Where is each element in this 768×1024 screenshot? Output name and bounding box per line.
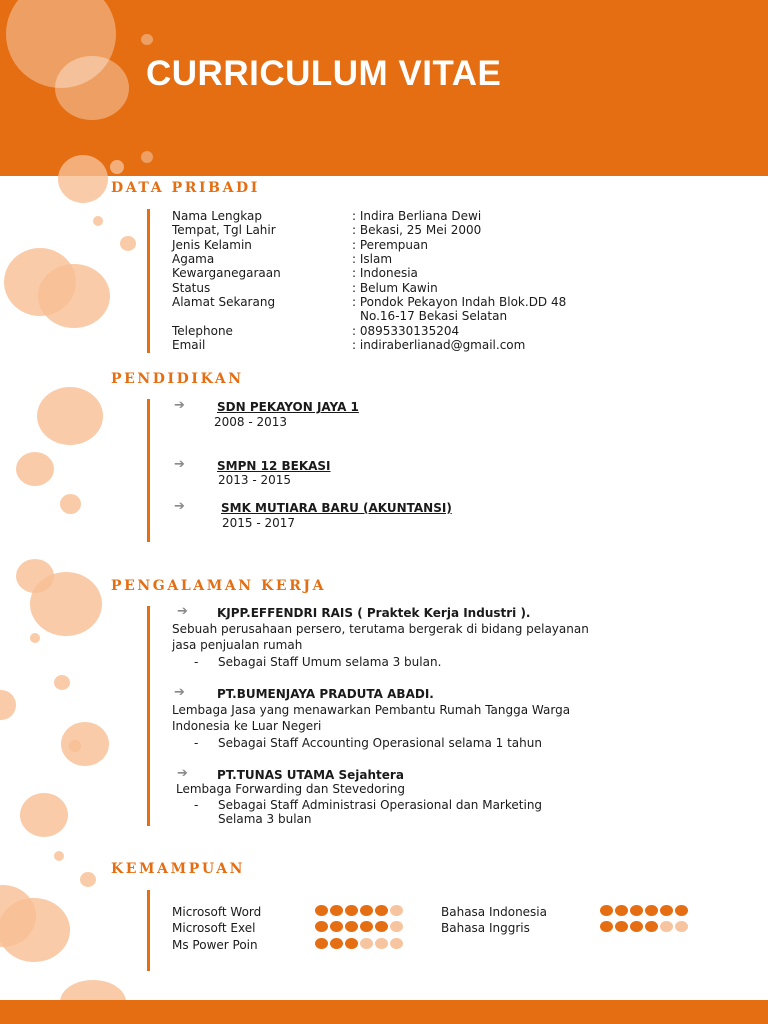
rating-dot-filled bbox=[660, 905, 673, 916]
role-bullet: - bbox=[194, 655, 199, 669]
decorative-bubble bbox=[38, 264, 110, 328]
company-name: KJPP.EFFENDRI RAIS ( Praktek Kerja Industri ). bbox=[217, 606, 531, 620]
arrow-right-icon: ➔ bbox=[174, 457, 185, 472]
value-alamat-line-2: No.16-17 Bekasi Selatan bbox=[360, 309, 508, 323]
company-description: Sebuah perusahaan persero, terutama bergerak di bidang pelayanan bbox=[172, 622, 589, 636]
rating-dot-filled bbox=[345, 938, 358, 949]
rating-dot-filled bbox=[375, 921, 388, 932]
skill-name: Microsoft Exel bbox=[172, 921, 256, 935]
section-divider-line bbox=[147, 890, 150, 971]
skill-name: Bahasa Indonesia bbox=[441, 905, 547, 919]
decorative-bubble bbox=[80, 872, 96, 887]
company-name: PT.TUNAS UTAMA Sejahtera bbox=[217, 768, 404, 782]
decorative-bubble bbox=[0, 898, 70, 962]
decorative-bubble bbox=[141, 151, 153, 163]
rating-dot-filled bbox=[375, 905, 388, 916]
decorative-bubble bbox=[16, 452, 54, 486]
arrow-right-icon: ➔ bbox=[177, 604, 188, 619]
skill-rating bbox=[600, 921, 688, 932]
arrow-right-icon: ➔ bbox=[177, 766, 188, 781]
label-email: Email bbox=[172, 338, 206, 352]
school-years: 2008 - 2013 bbox=[214, 415, 288, 429]
school-name: SDN PEKAYON JAYA 1 bbox=[217, 400, 359, 414]
rating-dot-filled bbox=[330, 905, 343, 916]
rating-dot-filled bbox=[675, 905, 688, 916]
school-years: 2013 - 2015 bbox=[218, 473, 292, 487]
rating-dot-filled bbox=[630, 921, 643, 932]
skill-rating bbox=[315, 905, 403, 916]
value-kewarganegaraan: : Indonesia bbox=[352, 266, 418, 280]
rating-dot-filled bbox=[360, 905, 373, 916]
arrow-right-icon: ➔ bbox=[174, 398, 185, 413]
value-status: : Belum Kawin bbox=[352, 281, 438, 295]
rating-dot-filled bbox=[330, 938, 343, 949]
rating-dot-filled bbox=[630, 905, 643, 916]
company-name: PT.BUMENJAYA PRADUTA ABADI. bbox=[217, 687, 434, 701]
value-nama-lengkap: : Indira Berliana Dewi bbox=[352, 209, 482, 223]
label-agama: Agama bbox=[172, 252, 215, 266]
company-description: Lembaga Forwarding dan Stevedoring bbox=[176, 782, 405, 796]
decorative-bubble bbox=[141, 34, 153, 45]
label-status: Status bbox=[172, 281, 211, 295]
skill-rating bbox=[600, 905, 688, 916]
label-tempat-tgl-lahir: Tempat, Tgl Lahir bbox=[172, 223, 276, 237]
decorative-bubble bbox=[120, 236, 136, 251]
decorative-bubble bbox=[60, 494, 81, 514]
company-description: Lembaga Jasa yang menawarkan Pembantu Rumah Tangga Warga bbox=[172, 703, 571, 717]
skill-name: Bahasa Inggris bbox=[441, 921, 530, 935]
section-divider-line bbox=[147, 209, 150, 353]
value-telephone: : 0895330135204 bbox=[352, 324, 460, 338]
decorative-bubble bbox=[54, 675, 70, 690]
decorative-bubble bbox=[58, 155, 108, 203]
decorative-bubble bbox=[30, 572, 102, 636]
value-email: : indiraberlianad@gmail.com bbox=[352, 338, 526, 352]
value-tempat-tgl-lahir: : Bekasi, 25 Mei 2000 bbox=[352, 223, 482, 237]
section-heading-data-pribadi: DATA PRIBADI bbox=[111, 180, 260, 196]
rating-dot-filled bbox=[600, 905, 613, 916]
skill-rating bbox=[315, 921, 403, 932]
rating-dot-empty bbox=[660, 921, 673, 932]
school-name: SMPN 12 BEKASI bbox=[217, 459, 331, 473]
role-bullet: - bbox=[194, 798, 199, 812]
decorative-bubble bbox=[69, 740, 81, 752]
company-description: jasa penjualan rumah bbox=[172, 638, 303, 652]
decorative-bubble bbox=[54, 851, 64, 861]
school-years: 2015 - 2017 bbox=[222, 516, 296, 530]
rating-dot-filled bbox=[345, 921, 358, 932]
rating-dot-filled bbox=[315, 905, 328, 916]
rating-dot-empty bbox=[360, 938, 373, 949]
rating-dot-filled bbox=[645, 921, 658, 932]
rating-dot-filled bbox=[615, 921, 628, 932]
arrow-right-icon: ➔ bbox=[174, 499, 185, 514]
rating-dot-empty bbox=[375, 938, 388, 949]
decorative-bubble bbox=[30, 633, 40, 643]
decorative-bubble bbox=[0, 690, 16, 720]
label-jenis-kelamin: Jenis Kelamin bbox=[172, 238, 252, 252]
rating-dot-empty bbox=[390, 905, 403, 916]
rating-dot-filled bbox=[645, 905, 658, 916]
value-agama: : Islam bbox=[352, 252, 393, 266]
role-description: Sebagai Staff Accounting Operasional selama 1 tahun bbox=[218, 736, 542, 750]
section-heading-pengalaman-kerja: PENGALAMAN KERJA bbox=[111, 578, 327, 594]
label-kewarganegaraan: Kewarganegaraan bbox=[172, 266, 281, 280]
footer-band bbox=[0, 1000, 768, 1024]
rating-dot-filled bbox=[315, 921, 328, 932]
rating-dot-filled bbox=[315, 938, 328, 949]
skill-rating bbox=[315, 938, 403, 949]
rating-dot-empty bbox=[390, 938, 403, 949]
school-name: SMK MUTIARA BARU (AKUNTANSI) bbox=[221, 501, 452, 515]
decorative-bubble bbox=[55, 56, 129, 120]
rating-dot-filled bbox=[600, 921, 613, 932]
label-telephone: Telephone bbox=[172, 324, 233, 338]
section-heading-pendidikan: PENDIDIKAN bbox=[111, 371, 244, 387]
page-title: CURRICULUM VITAE bbox=[146, 54, 502, 93]
rating-dot-filled bbox=[360, 921, 373, 932]
label-nama-lengkap: Nama Lengkap bbox=[172, 209, 262, 223]
section-heading-kemampuan: KEMAMPUAN bbox=[111, 861, 246, 877]
decorative-bubble bbox=[37, 387, 103, 445]
skill-name: Microsoft Word bbox=[172, 905, 262, 919]
decorative-bubble bbox=[20, 793, 68, 837]
skill-name: Ms Power Poin bbox=[172, 938, 258, 952]
arrow-right-icon: ➔ bbox=[174, 685, 185, 700]
rating-dot-empty bbox=[390, 921, 403, 932]
rating-dot-filled bbox=[345, 905, 358, 916]
role-description: Selama 3 bulan bbox=[218, 812, 312, 826]
rating-dot-filled bbox=[615, 905, 628, 916]
value-jenis-kelamin: : Perempuan bbox=[352, 238, 428, 252]
rating-dot-filled bbox=[330, 921, 343, 932]
role-description: Sebagai Staff Umum selama 3 bulan. bbox=[218, 655, 442, 669]
label-alamat-sekarang: Alamat Sekarang bbox=[172, 295, 276, 309]
rating-dot-empty bbox=[675, 921, 688, 932]
decorative-bubble bbox=[93, 216, 103, 226]
company-description: Indonesia ke Luar Negeri bbox=[172, 719, 322, 733]
section-divider-line bbox=[147, 606, 150, 826]
value-alamat-sekarang: : Pondok Pekayon Indah Blok.DD 48 bbox=[352, 295, 567, 309]
role-description: Sebagai Staff Administrasi Operasional dan Marketing bbox=[218, 798, 543, 812]
section-divider-line bbox=[147, 399, 150, 542]
role-bullet: - bbox=[194, 736, 199, 750]
decorative-bubble bbox=[110, 160, 124, 174]
